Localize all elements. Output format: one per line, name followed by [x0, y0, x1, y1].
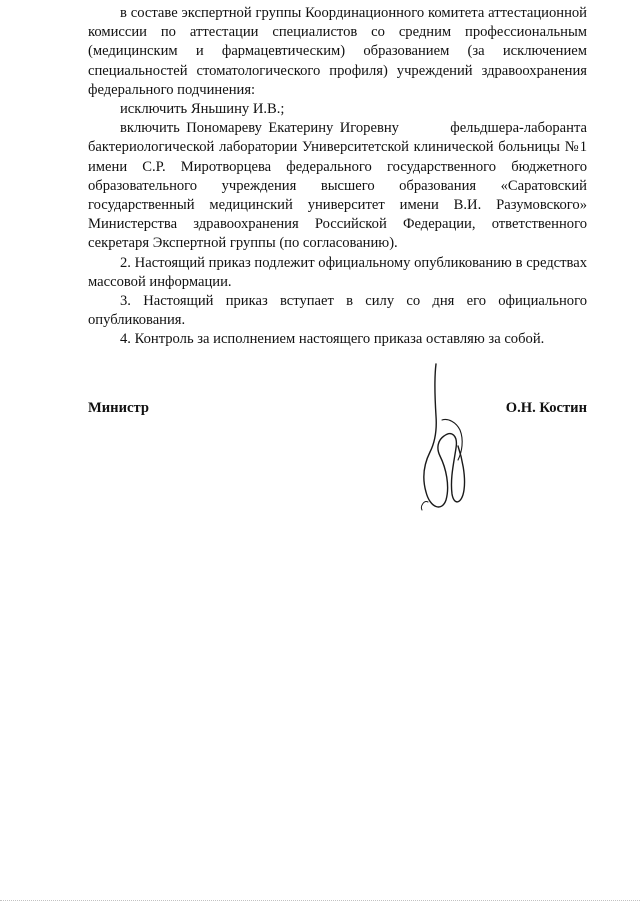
paragraph-control: 4. Контроль за исполнением настоящего приказа оставляю за собой.	[120, 331, 545, 348]
signatory-title: Министр	[88, 400, 149, 416]
paragraph-effective-date: 3. Настоящий приказ вступает в силу со дня его официального опубликования.	[88, 293, 587, 329]
signature-block	[88, 400, 587, 424]
paragraph-include: включить Пономареву Екатерину Игоревну фельдшера-лаборанта бактериологической лаборатории Университетской клинической больницы №1 имени С.Р. Миротворцева федерального государственного бюджетного образовательного учреждения высшего образования «Саратовский государственный медицинский университет имени В.И. Разумовского» Министерства здравоохранения Российской Федерации, ответственного секретаря Экспертной группы (по согласованию).	[88, 120, 591, 252]
signatory-name: О.Н. Костин	[505, 400, 587, 416]
paragraph-exclude: исключить Яньшину И.В.;	[120, 101, 285, 118]
paragraph-publication: 2. Настоящий приказ подлежит официальному опубликованию в средствах массовой информации.	[88, 254, 587, 290]
scan-bottom-edge	[0, 900, 640, 905]
document-body	[88, 4, 591, 350]
handwritten-signature	[412, 360, 482, 520]
paragraph-expert-group: в составе экспертной группы Координационного комитета аттестационной комиссии по аттестации специалистов со средним профессиональным (медицинским и фармацевтическим) образованием (за исключением специальностей стоматологического профиля) учреждений здравоохранения федерального подчинения:	[88, 5, 587, 98]
